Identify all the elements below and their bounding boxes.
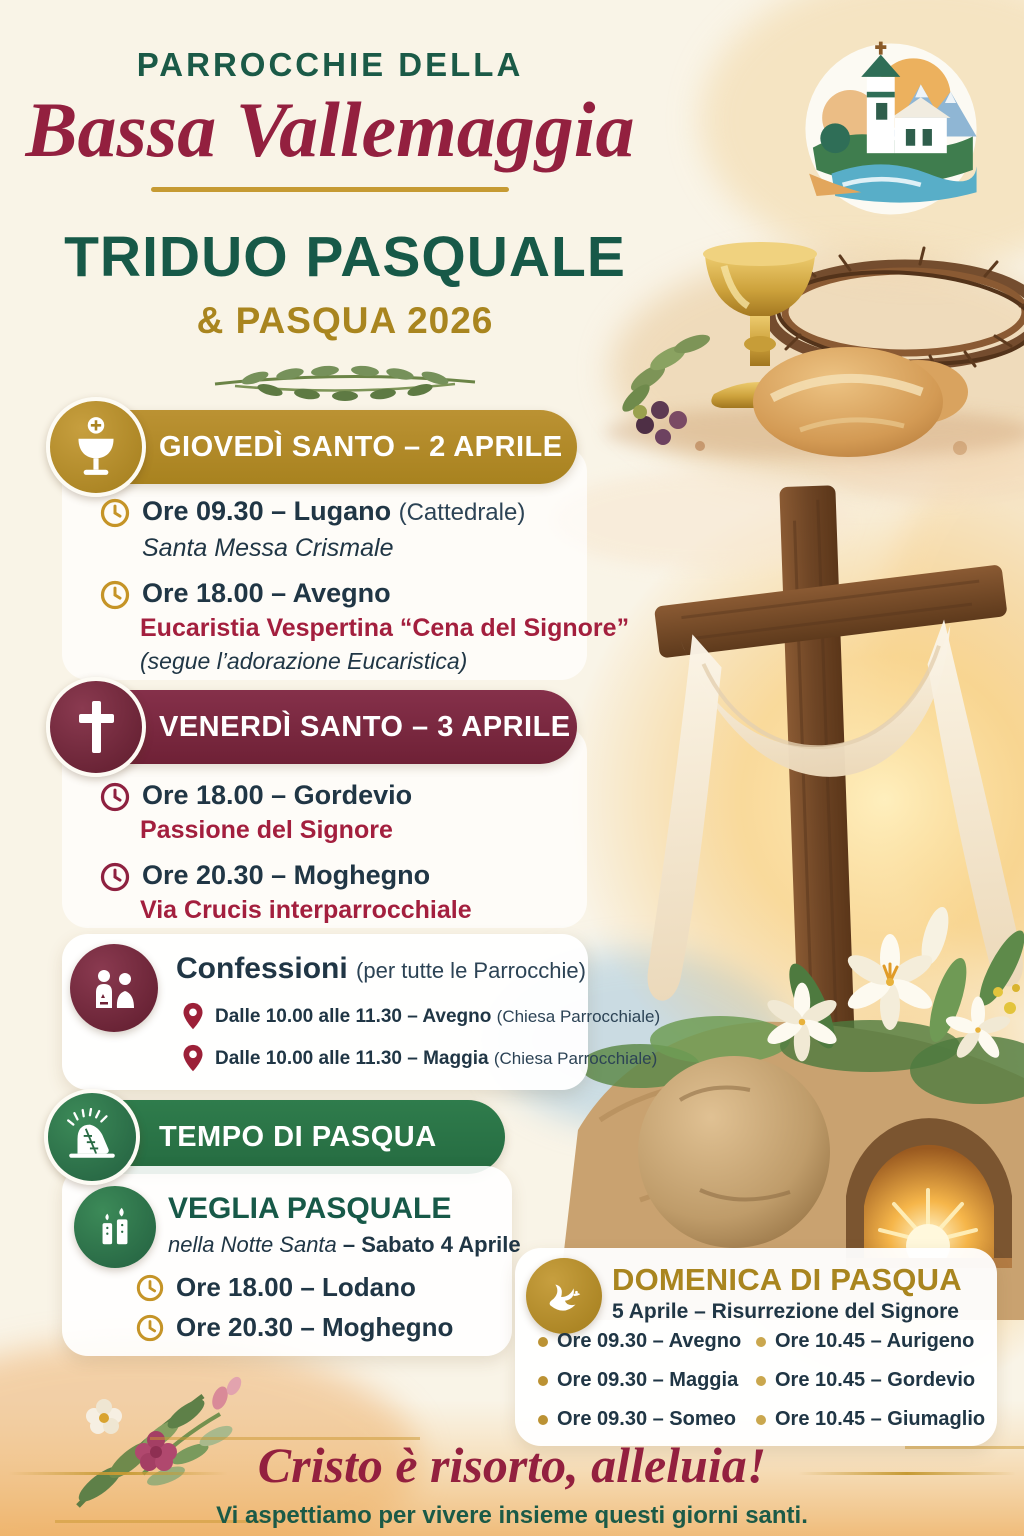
header bbox=[0, 46, 660, 192]
venerdi-badge bbox=[46, 677, 146, 777]
giovedi-event-1-note: (Cattedrale) bbox=[398, 499, 526, 526]
tempo-badge bbox=[44, 1089, 140, 1185]
domenica-mass-item: Ore 09.30 – Avegno bbox=[538, 1330, 741, 1353]
venerdi-banner-label: VENERDÌ SANTO – 3 APRILE bbox=[159, 710, 571, 743]
giovedi-banner-label: GIOVEDÌ SANTO – 2 APRILE bbox=[159, 430, 563, 463]
veglia-event-2: Ore 20.30 – Moghegno bbox=[176, 1312, 454, 1342]
page-title-script: Bassa Vallemaggia bbox=[25, 86, 635, 173]
header-eyebrow: PARROCCHIE DELLA bbox=[136, 46, 524, 83]
dove-icon bbox=[541, 1273, 587, 1319]
footer-script-line: Cristo è risorto, alleluia! bbox=[257, 1437, 767, 1493]
bullet-icon bbox=[756, 1376, 766, 1386]
venerdi-event-2-time: Ore 20.30 – Moghegno bbox=[142, 860, 431, 890]
domenica-badge bbox=[526, 1258, 602, 1334]
olive-branch-divider-icon bbox=[195, 356, 495, 404]
clock-icon bbox=[100, 580, 130, 610]
venerdi-event-2-detail: Via Crucis interparrocchiale bbox=[140, 896, 472, 924]
confessioni-badge bbox=[70, 944, 158, 1032]
domenica-mass-item: Ore 10.45 – Giumaglio bbox=[756, 1408, 985, 1431]
domenica-mass-item: Ore 10.45 – Aurigeno bbox=[756, 1330, 974, 1353]
domenica-subtitle: 5 Aprile – Risurrezione del Signore bbox=[612, 1300, 959, 1323]
sub-title-year: PASQUA 2026 bbox=[235, 300, 494, 341]
veglia-event-1: Ore 18.00 – Lodano bbox=[176, 1272, 416, 1302]
tempo-banner-label: TEMPO DI PASQUA bbox=[159, 1120, 437, 1153]
giovedi-event-1-time: Ore 09.30 – Lugano (Cattedrale) bbox=[142, 496, 526, 526]
clock-icon bbox=[100, 498, 130, 528]
bullet-icon bbox=[538, 1415, 548, 1425]
sub-title bbox=[0, 300, 690, 342]
veglia-title: VEGLIA PASQUALE bbox=[168, 1192, 452, 1225]
veglia-badge bbox=[74, 1186, 156, 1268]
venerdi-event-1-time: Ore 18.00 – Gordevio bbox=[142, 780, 413, 810]
giovedi-event-1-detail: Santa Messa Crismale bbox=[142, 534, 394, 562]
veglia-subtitle: nella Notte Santa – Sabato 4 Aprile bbox=[168, 1232, 521, 1257]
domenica-mass-item: Ore 09.30 – Someo bbox=[538, 1408, 736, 1431]
confessioni-note: (per tutte le Parrocchie) bbox=[356, 958, 586, 983]
giovedi-event-2-subdetail: (segue l’adorazione Eucaristica) bbox=[140, 648, 468, 674]
confession-figures-icon bbox=[90, 964, 138, 1012]
confessioni-row-1: Dalle 10.00 alle 11.30 – Avegno (Chiesa Parrocchiale) bbox=[215, 1006, 661, 1027]
domenica-mass-item: Ore 10.45 – Gordevio bbox=[756, 1369, 975, 1392]
main-title: TRIDUO PASQUALE bbox=[64, 225, 626, 289]
footer-closing-line: Vi aspettiamo per vivere insieme questi giorni santi. bbox=[216, 1502, 808, 1529]
header-divider bbox=[151, 187, 509, 192]
giovedi-event-2-detail: Eucaristia Vespertina “Cena del Signore” bbox=[140, 614, 630, 642]
venerdi-event-1-detail: Passione del Signore bbox=[140, 816, 393, 844]
giovedi-badge bbox=[46, 397, 146, 497]
confessioni-title: Confessioni (per tutte le Parrocchie) bbox=[176, 952, 586, 985]
bullet-icon bbox=[756, 1415, 766, 1425]
cross-icon bbox=[72, 697, 120, 757]
domenica-title: DOMENICA DI PASQUA bbox=[612, 1262, 962, 1297]
domenica-mass-item: Ore 09.30 – Maggia bbox=[538, 1369, 738, 1392]
ampersand: & bbox=[196, 300, 225, 341]
bullet-icon bbox=[756, 1337, 766, 1347]
title-block bbox=[0, 224, 690, 404]
map-pin-icon bbox=[182, 1002, 204, 1031]
clock-icon bbox=[100, 862, 130, 892]
map-pin-icon bbox=[182, 1044, 204, 1073]
bullet-icon bbox=[538, 1337, 548, 1347]
candles-icon bbox=[92, 1204, 138, 1250]
clock-icon bbox=[100, 782, 130, 812]
empty-tomb-icon bbox=[63, 1108, 121, 1166]
chalice-host-icon bbox=[70, 414, 122, 480]
clock-icon bbox=[136, 1274, 164, 1302]
giovedi-event-2-time: Ore 18.00 – Avegno bbox=[142, 578, 391, 608]
clock-icon bbox=[136, 1314, 164, 1342]
confessioni-row-2: Dalle 10.00 alle 11.30 – Maggia (Chiesa Parrocchiale) bbox=[215, 1048, 658, 1069]
bullet-icon bbox=[538, 1376, 548, 1386]
parish-church-logo bbox=[798, 36, 984, 222]
